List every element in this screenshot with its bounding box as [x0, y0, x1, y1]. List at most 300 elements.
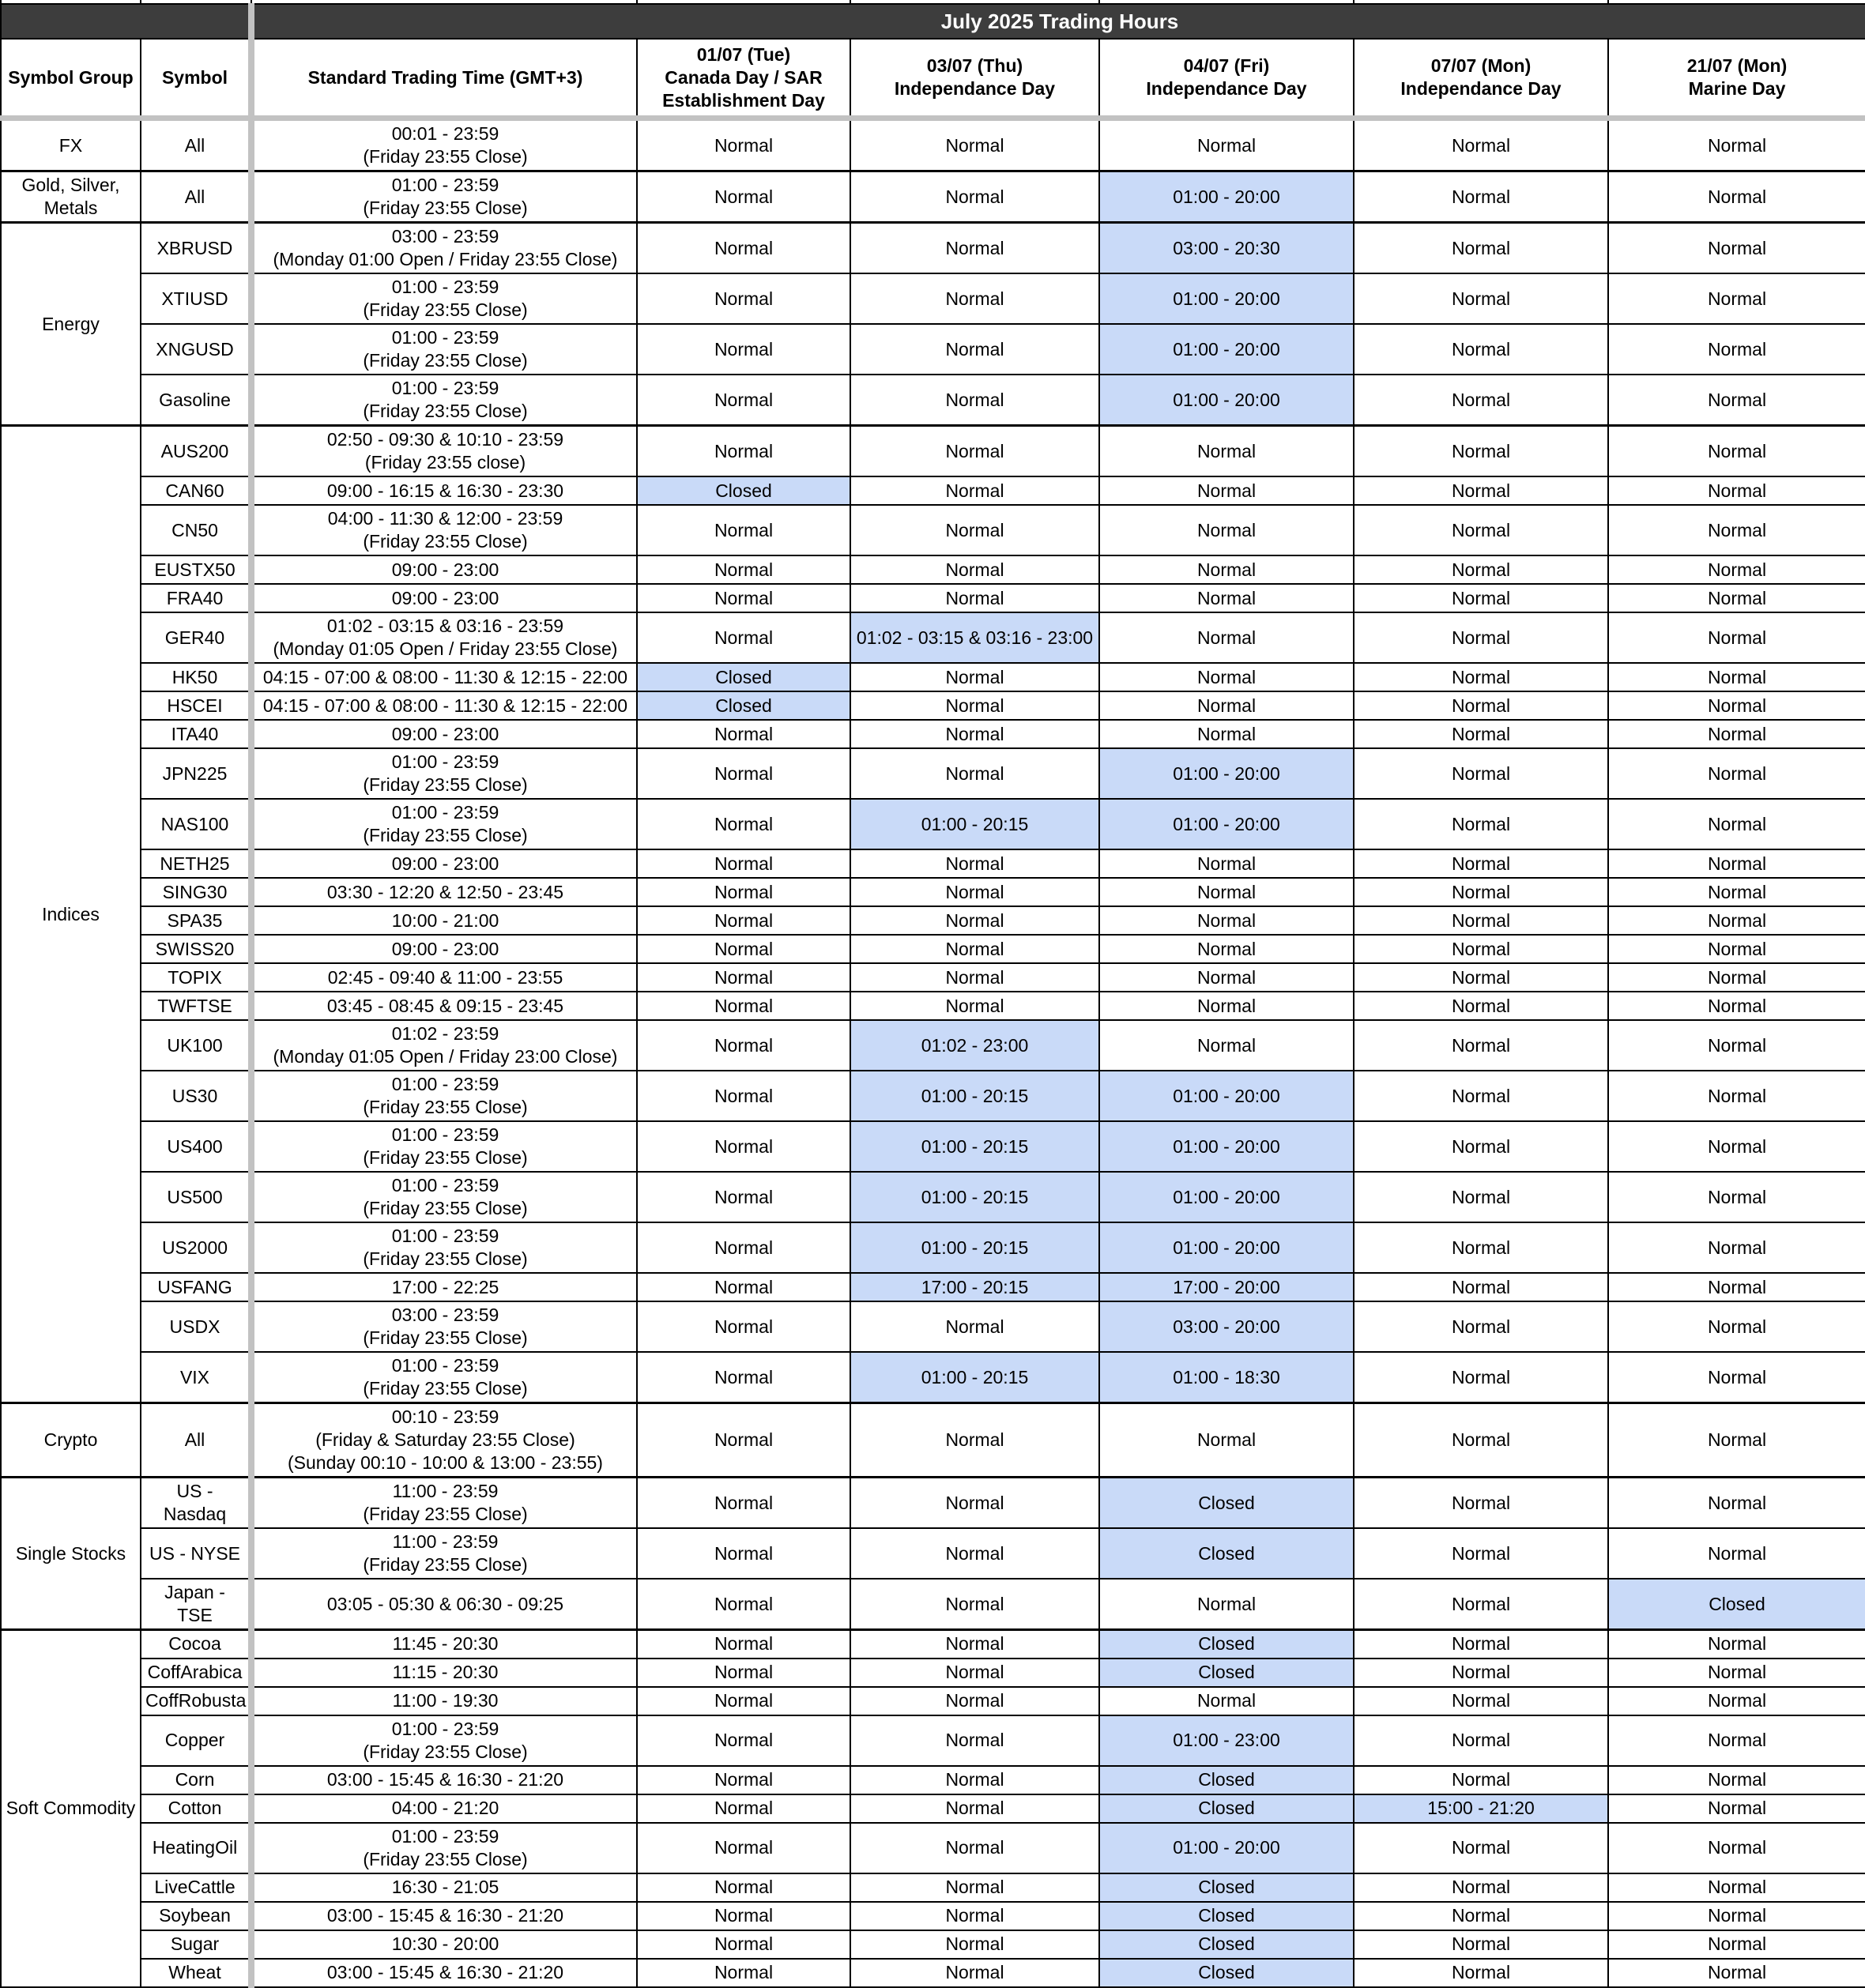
- cell-day-0107: Normal: [637, 748, 850, 799]
- cell-day-0307: 01:00 - 20:15: [850, 1222, 1099, 1273]
- table-row-uk100: [1, 1020, 1865, 1071]
- text-line: 11:00 - 19:30: [392, 1690, 499, 1711]
- cell-day-0107: Normal: [637, 1823, 850, 1873]
- cell-day-0107: Normal: [637, 1020, 850, 1071]
- text-line: 03:30 - 12:20 & 12:50 - 23:45: [326, 881, 564, 902]
- cell-day-0307: Normal: [850, 505, 1099, 555]
- cell-day-0407: Normal: [1099, 691, 1354, 720]
- cell-symbol: XBRUSD: [141, 223, 251, 274]
- text-line: 01:00 - 23:59: [391, 1226, 499, 1246]
- cell-day-0707: Normal: [1354, 1687, 1608, 1715]
- cell-day-0407: Normal: [1099, 663, 1354, 691]
- cell-day-0707: Normal: [1354, 1528, 1608, 1579]
- table-row-sing30: [1, 878, 1865, 906]
- table-row-soybean: [1, 1902, 1865, 1930]
- cell-day-0107: Closed: [637, 691, 850, 720]
- cell-day-0707: Normal: [1354, 273, 1608, 324]
- text-line: 03:45 - 08:45 & 09:15 - 23:45: [326, 995, 564, 1016]
- text-line: 01:00 - 23:59: [391, 1175, 499, 1195]
- cell-standard-time: [251, 1352, 637, 1403]
- cell-day-0307: Normal: [850, 1687, 1099, 1715]
- cell-standard-time: [251, 273, 637, 324]
- cell-day-2107: Normal: [1608, 273, 1865, 324]
- cell-day-0307: Normal: [850, 119, 1099, 171]
- cell-day-0707: Normal: [1354, 906, 1608, 935]
- cell-day-0407: Closed: [1099, 1873, 1354, 1902]
- cell-day-0707: Normal: [1354, 1273, 1608, 1301]
- cell-day-0107: Normal: [637, 1352, 850, 1403]
- cell-symbol: SPA35: [141, 906, 251, 935]
- cell-symbol: VIX: [141, 1352, 251, 1403]
- cell-day-0307: Normal: [850, 849, 1099, 878]
- text-line: 04:00 - 21:20: [391, 1798, 499, 1818]
- cell-day-0107: Normal: [637, 799, 850, 849]
- cell-day-2107: Normal: [1608, 1959, 1865, 1987]
- cell-symbol: TWFTSE: [141, 992, 251, 1020]
- table-row-cocoa: [1, 1630, 1865, 1659]
- column-header-symbol-group: [1, 39, 141, 119]
- cell-day-0707: Normal: [1354, 555, 1608, 584]
- cell-day-0407: Closed: [1099, 1766, 1354, 1794]
- table-row-usdx: [1, 1301, 1865, 1352]
- cell-day-0707: Normal: [1354, 1902, 1608, 1930]
- header-row: [1, 39, 1865, 119]
- cell-day-0407: 01:00 - 20:00: [1099, 799, 1354, 849]
- text-line: 03:00 - 15:45 & 16:30 - 21:20: [326, 1769, 564, 1790]
- table-row-xbrusd: [1, 223, 1865, 274]
- text-line: 01:00 - 23:59: [391, 802, 499, 823]
- table-row-gold-silver-metals: [1, 171, 1865, 223]
- cell-symbol: AUS200: [141, 426, 251, 477]
- cell-standard-time: [251, 119, 637, 171]
- cell-day-0707: Normal: [1354, 426, 1608, 477]
- cell-day-0307: Normal: [850, 171, 1099, 223]
- text-line: (Friday 23:55 Close): [363, 198, 528, 218]
- cell-day-0307: Normal: [850, 1403, 1099, 1478]
- cell-standard-time: [251, 992, 637, 1020]
- cell-day-0407: Closed: [1099, 1902, 1354, 1930]
- text-line: 01:00 - 23:59: [391, 1825, 499, 1847]
- cell-day-0707: Normal: [1354, 691, 1608, 720]
- cell-standard-time: [251, 171, 637, 223]
- cell-standard-time: [251, 799, 637, 849]
- text-line: 11:00 - 23:59: [392, 1531, 499, 1552]
- cell-day-0707: Normal: [1354, 1403, 1608, 1478]
- text-line: Establishment Day: [662, 89, 825, 111]
- cell-day-0407: 01:00 - 20:00: [1099, 1172, 1354, 1222]
- cell-symbol: US400: [141, 1121, 251, 1172]
- cell-day-0107: Normal: [637, 1902, 850, 1930]
- cell-day-0107: Normal: [637, 1172, 850, 1222]
- cell-standard-time: [251, 1823, 637, 1873]
- cell-standard-time: [251, 849, 637, 878]
- cell-standard-time: [251, 720, 637, 748]
- cell-day-0707: Normal: [1354, 799, 1608, 849]
- column-header-0107: [637, 39, 850, 119]
- cell-symbol: Gasoline: [141, 375, 251, 426]
- table-row-wheat: [1, 1959, 1865, 1987]
- cell-day-2107: Normal: [1608, 1403, 1865, 1478]
- cell-day-0107: Normal: [637, 505, 850, 555]
- text-line: 03/07 (Thu): [926, 55, 1023, 76]
- text-line: (Friday 23:55 Close): [363, 401, 528, 421]
- text-line: 09:00 - 23:00: [391, 723, 499, 744]
- table-row-cotton: [1, 1794, 1865, 1823]
- cell-standard-time: [251, 1687, 637, 1715]
- page-title: July 2025 Trading Hours: [940, 9, 1179, 33]
- cell-day-0707: Normal: [1354, 992, 1608, 1020]
- cell-standard-time: [251, 555, 637, 584]
- column-header-standard-time: [251, 39, 637, 119]
- cell-day-0407: Normal: [1099, 426, 1354, 477]
- cell-standard-time: [251, 426, 637, 477]
- cell-day-0107: Normal: [637, 992, 850, 1020]
- cell-day-2107: Normal: [1608, 1766, 1865, 1794]
- table-row-vix: [1, 1352, 1865, 1403]
- cell-day-2107: Normal: [1608, 1630, 1865, 1659]
- cell-day-0307: Normal: [850, 476, 1099, 505]
- cell-day-0407: Normal: [1099, 612, 1354, 663]
- cell-day-0707: Normal: [1354, 963, 1608, 992]
- group-cell-soft-commodity: Soft Commodity: [1, 1630, 141, 1987]
- table-row-us-nyse: [1, 1528, 1865, 1579]
- cell-day-2107: Normal: [1608, 1823, 1865, 1873]
- cell-symbol: SWISS20: [141, 935, 251, 963]
- cell-day-0307: Normal: [850, 1715, 1099, 1766]
- text-line: (Monday 01:05 Open / Friday 23:55 Close): [273, 638, 618, 659]
- table-row-swiss20: [1, 935, 1865, 963]
- cell-day-2107: Normal: [1608, 426, 1865, 477]
- text-line: 03:00 - 23:59: [391, 1305, 499, 1325]
- cell-day-0307: Normal: [850, 1301, 1099, 1352]
- cell-day-0407: Normal: [1099, 906, 1354, 935]
- cell-day-2107: Normal: [1608, 935, 1865, 963]
- cell-standard-time: [251, 691, 637, 720]
- cell-day-2107: Normal: [1608, 663, 1865, 691]
- table-row-japan-tse: [1, 1579, 1865, 1630]
- table-row-us500: [1, 1172, 1865, 1222]
- text-line: (Friday 23:55 Close): [363, 146, 528, 167]
- cell-day-0407: Normal: [1099, 992, 1354, 1020]
- cell-day-0107: Normal: [637, 1766, 850, 1794]
- table-row-corn: [1, 1766, 1865, 1794]
- cell-symbol: US500: [141, 1172, 251, 1222]
- group-cell-gold-silver-metals: Gold, Silver, Metals: [1, 171, 141, 223]
- cell-day-0307: Normal: [850, 273, 1099, 324]
- cell-day-2107: Normal: [1608, 171, 1865, 223]
- cell-day-2107: Normal: [1608, 906, 1865, 935]
- cell-day-2107: Normal: [1608, 1873, 1865, 1902]
- text-line: 03:00 - 15:45 & 16:30 - 21:20: [326, 1962, 564, 1982]
- cell-day-0107: Normal: [637, 223, 850, 274]
- cell-day-0107: Normal: [637, 1478, 850, 1529]
- text-line: 03:00 - 15:45 & 16:30 - 21:20: [326, 1905, 564, 1926]
- text-line: 09:00 - 23:00: [391, 938, 499, 959]
- table-row-heatingoil: [1, 1823, 1865, 1873]
- cell-day-2107: Normal: [1608, 1715, 1865, 1766]
- cell-symbol: TOPIX: [141, 963, 251, 992]
- table-row-coffarabica: [1, 1659, 1865, 1687]
- table-row-usfang: [1, 1273, 1865, 1301]
- table-row-livecattle: [1, 1873, 1865, 1902]
- cell-day-0307: Normal: [850, 720, 1099, 748]
- cell-day-0407: 01:00 - 23:00: [1099, 1715, 1354, 1766]
- cell-day-0307: Normal: [850, 223, 1099, 274]
- text-line: (Friday 23:55 Close): [363, 531, 528, 552]
- cell-day-2107: Normal: [1608, 505, 1865, 555]
- cell-day-0107: Normal: [637, 612, 850, 663]
- cell-symbol: All: [141, 119, 251, 171]
- cell-day-0407: 01:00 - 20:00: [1099, 171, 1354, 223]
- text-line: 09:00 - 23:00: [391, 587, 499, 608]
- text-line: (Friday 23:55 Close): [363, 1097, 528, 1117]
- cell-day-0407: Normal: [1099, 878, 1354, 906]
- cell-day-2107: Normal: [1608, 612, 1865, 663]
- cell-standard-time: [251, 1794, 637, 1823]
- text-line: (Friday 23:55 Close): [363, 350, 528, 371]
- cell-day-0307: Normal: [850, 1528, 1099, 1579]
- cell-symbol: Wheat: [141, 1959, 251, 1987]
- text-line: 01:00 - 23:59: [391, 277, 499, 297]
- table-body: [1, 0, 1865, 1987]
- cell-symbol: HeatingOil: [141, 1823, 251, 1873]
- text-line: (Friday 23:55 close): [364, 452, 526, 473]
- text-line: Independance Day: [894, 78, 1056, 99]
- cell-standard-time: [251, 1766, 637, 1794]
- cell-day-0407: Normal: [1099, 119, 1354, 171]
- cell-standard-time: [251, 878, 637, 906]
- cell-standard-time: [251, 1071, 637, 1121]
- cell-day-0407: Closed: [1099, 1794, 1354, 1823]
- cell-day-0107: Normal: [637, 119, 850, 171]
- cell-day-0707: Normal: [1354, 1071, 1608, 1121]
- cell-day-2107: Normal: [1608, 1172, 1865, 1222]
- cell-standard-time: [251, 1930, 637, 1959]
- cell-day-0307: Normal: [850, 878, 1099, 906]
- cell-day-0307: Normal: [850, 375, 1099, 426]
- text-line: Independance Day: [1146, 78, 1307, 99]
- text-line: 01:00 - 23:59: [391, 1355, 499, 1376]
- cell-day-2107: Normal: [1608, 375, 1865, 426]
- cell-day-0107: Normal: [637, 906, 850, 935]
- text-line: Symbol Group: [8, 66, 134, 88]
- cell-day-0707: Normal: [1354, 1301, 1608, 1352]
- cell-day-0707: Normal: [1354, 324, 1608, 375]
- cell-day-0407: Normal: [1099, 720, 1354, 748]
- text-line: 01:00 - 23:59: [391, 327, 499, 348]
- cell-day-0307: Normal: [850, 584, 1099, 612]
- text-line: 04:15 - 07:00 & 08:00 - 11:30 & 12:15 - 22:00: [262, 666, 628, 687]
- cell-day-2107: Normal: [1608, 1222, 1865, 1273]
- cell-symbol: CoffArabica: [141, 1659, 251, 1687]
- cell-day-0407: Closed: [1099, 1930, 1354, 1959]
- text-line: (Friday 23:55 Close): [363, 1248, 528, 1269]
- cell-day-0407: Closed: [1099, 1959, 1354, 1987]
- cell-day-2107: Normal: [1608, 1020, 1865, 1071]
- cell-symbol: US30: [141, 1071, 251, 1121]
- cell-day-0307: Normal: [850, 426, 1099, 477]
- table-row-aus200: [1, 426, 1865, 477]
- cell-standard-time: [251, 223, 637, 274]
- text-line: (Friday 23:55 Close): [363, 825, 528, 845]
- column-header-2107: [1608, 39, 1865, 119]
- cell-day-0307: Normal: [850, 1630, 1099, 1659]
- text-line: 01/07 (Tue): [696, 43, 791, 65]
- cell-standard-time: [251, 1715, 637, 1766]
- cell-day-0307: Normal: [850, 935, 1099, 963]
- cell-day-0707: Normal: [1354, 171, 1608, 223]
- cell-day-2107: Normal: [1608, 1071, 1865, 1121]
- cell-day-0107: Normal: [637, 1659, 850, 1687]
- cell-symbol: US - Nasdaq: [141, 1478, 251, 1529]
- cell-day-0307: Normal: [850, 906, 1099, 935]
- cell-day-0407: Normal: [1099, 555, 1354, 584]
- cell-symbol: CoffRobusta: [141, 1687, 251, 1715]
- cell-day-2107: Normal: [1608, 849, 1865, 878]
- cell-standard-time: [251, 375, 637, 426]
- table-row-eustx50: [1, 555, 1865, 584]
- text-line: 00:10 - 23:59: [391, 1406, 499, 1427]
- text-line: 09:00 - 23:00: [391, 559, 499, 580]
- text-line: 03:05 - 05:30 & 06:30 - 09:25: [326, 1593, 564, 1614]
- text-line: (Friday 23:55 Close): [363, 1504, 528, 1524]
- cell-day-0707: Normal: [1354, 505, 1608, 555]
- text-line: 01:00 - 23:59: [391, 751, 499, 772]
- cell-standard-time: [251, 1403, 637, 1478]
- cell-day-2107: Normal: [1608, 1528, 1865, 1579]
- cell-day-0307: 01:00 - 20:15: [850, 799, 1099, 849]
- table-row-us30: [1, 1071, 1865, 1121]
- table-row-cn50: [1, 505, 1865, 555]
- cell-day-0707: Normal: [1354, 935, 1608, 963]
- cell-standard-time: [251, 1478, 637, 1529]
- text-line: 10:00 - 21:00: [391, 909, 499, 931]
- cell-symbol: UK100: [141, 1020, 251, 1071]
- cell-day-0707: Normal: [1354, 375, 1608, 426]
- text-line: 11:00 - 23:59: [392, 1481, 499, 1501]
- cell-day-0307: Normal: [850, 663, 1099, 691]
- cell-day-0107: Normal: [637, 1715, 850, 1766]
- cell-symbol: JPN225: [141, 748, 251, 799]
- cell-day-0407: 01:00 - 20:00: [1099, 748, 1354, 799]
- text-line: 01:00 - 23:59: [391, 1074, 499, 1094]
- cell-standard-time: [251, 935, 637, 963]
- text-line: 01:02 - 03:15 & 03:16 - 23:59: [326, 616, 564, 636]
- cell-day-0707: Normal: [1354, 663, 1608, 691]
- cell-day-0707: Normal: [1354, 1352, 1608, 1403]
- cell-day-2107: Normal: [1608, 555, 1865, 584]
- cell-standard-time: [251, 1020, 637, 1071]
- text-line: 09:00 - 23:00: [391, 853, 499, 874]
- cell-symbol: GER40: [141, 612, 251, 663]
- cell-day-0707: Normal: [1354, 1121, 1608, 1172]
- table-row-spa35: [1, 906, 1865, 935]
- text-line: Canada Day / SAR: [665, 66, 823, 88]
- cell-day-0307: Normal: [850, 1902, 1099, 1930]
- cell-day-2107: Normal: [1608, 1902, 1865, 1930]
- cell-day-2107: Normal: [1608, 878, 1865, 906]
- cell-standard-time: [251, 476, 637, 505]
- cell-day-0407: Closed: [1099, 1478, 1354, 1529]
- cell-day-0407: Closed: [1099, 1659, 1354, 1687]
- cell-day-0307: Normal: [850, 963, 1099, 992]
- cell-symbol: SING30: [141, 878, 251, 906]
- table-row-us2000: [1, 1222, 1865, 1273]
- cell-day-0107: Normal: [637, 1794, 850, 1823]
- cell-day-0407: Normal: [1099, 1403, 1354, 1478]
- cell-day-0707: Normal: [1354, 119, 1608, 171]
- cell-symbol: XTIUSD: [141, 273, 251, 324]
- table-row-ita40: [1, 720, 1865, 748]
- cell-day-0707: Normal: [1354, 849, 1608, 878]
- cell-day-0107: Normal: [637, 1630, 850, 1659]
- cell-day-0107: Normal: [637, 273, 850, 324]
- cell-symbol: EUSTX50: [141, 555, 251, 584]
- cell-symbol: LiveCattle: [141, 1873, 251, 1902]
- cell-day-0407: 01:00 - 20:00: [1099, 1222, 1354, 1273]
- text-line: 01:00 - 23:59: [391, 175, 499, 195]
- cell-standard-time: [251, 584, 637, 612]
- cell-day-0107: Normal: [637, 1873, 850, 1902]
- cell-day-0407: Normal: [1099, 849, 1354, 878]
- cell-day-0107: Normal: [637, 324, 850, 375]
- cell-day-2107: Closed: [1608, 1579, 1865, 1630]
- text-line: 02:50 - 09:30 & 10:10 - 23:59: [326, 429, 564, 450]
- cell-symbol: HK50: [141, 663, 251, 691]
- cell-symbol: Japan - TSE: [141, 1579, 251, 1630]
- cell-standard-time: [251, 1222, 637, 1273]
- cell-standard-time: [251, 1630, 637, 1659]
- cell-day-0707: 15:00 - 21:20: [1354, 1794, 1608, 1823]
- table-row-jpn225: [1, 748, 1865, 799]
- group-cell-fx: FX: [1, 119, 141, 171]
- cell-day-2107: Normal: [1608, 748, 1865, 799]
- column-header-0707: [1354, 39, 1608, 119]
- cell-day-2107: Normal: [1608, 1659, 1865, 1687]
- text-line: 02:45 - 09:40 & 11:00 - 23:55: [327, 966, 563, 988]
- cell-day-2107: Normal: [1608, 691, 1865, 720]
- cell-symbol: CAN60: [141, 476, 251, 505]
- cell-day-0107: Closed: [637, 476, 850, 505]
- group-cell-crypto: Crypto: [1, 1403, 141, 1478]
- cell-day-0107: Normal: [637, 1273, 850, 1301]
- cell-day-0307: 01:02 - 23:00: [850, 1020, 1099, 1071]
- cell-day-2107: Normal: [1608, 223, 1865, 274]
- cell-symbol: NAS100: [141, 799, 251, 849]
- cell-standard-time: [251, 324, 637, 375]
- cell-symbol: NETH25: [141, 849, 251, 878]
- cell-day-0707: Normal: [1354, 1930, 1608, 1959]
- text-line: 01:00 - 23:59: [391, 378, 499, 398]
- text-line: (Monday 01:05 Open / Friday 23:00 Close): [273, 1046, 618, 1067]
- cell-standard-time: [251, 1301, 637, 1352]
- table-row-crypto: [1, 1403, 1865, 1478]
- table-row-can60: [1, 476, 1865, 505]
- text-line: 16:30 - 21:05: [391, 1877, 499, 1897]
- text-line: 00:01 - 23:59: [391, 123, 499, 144]
- text-line: 11:45 - 20:30: [392, 1633, 499, 1655]
- table-row-copper: [1, 1715, 1865, 1766]
- cell-day-0307: 01:00 - 20:15: [850, 1172, 1099, 1222]
- cell-day-0407: 17:00 - 20:00: [1099, 1273, 1354, 1301]
- table-row-hscei: [1, 691, 1865, 720]
- cell-day-2107: Normal: [1608, 1352, 1865, 1403]
- cell-day-0407: Normal: [1099, 963, 1354, 992]
- group-cell-energy: Energy: [1, 223, 141, 426]
- cell-day-0107: Normal: [637, 720, 850, 748]
- cell-day-0107: Normal: [637, 171, 850, 223]
- cell-day-0707: Normal: [1354, 1873, 1608, 1902]
